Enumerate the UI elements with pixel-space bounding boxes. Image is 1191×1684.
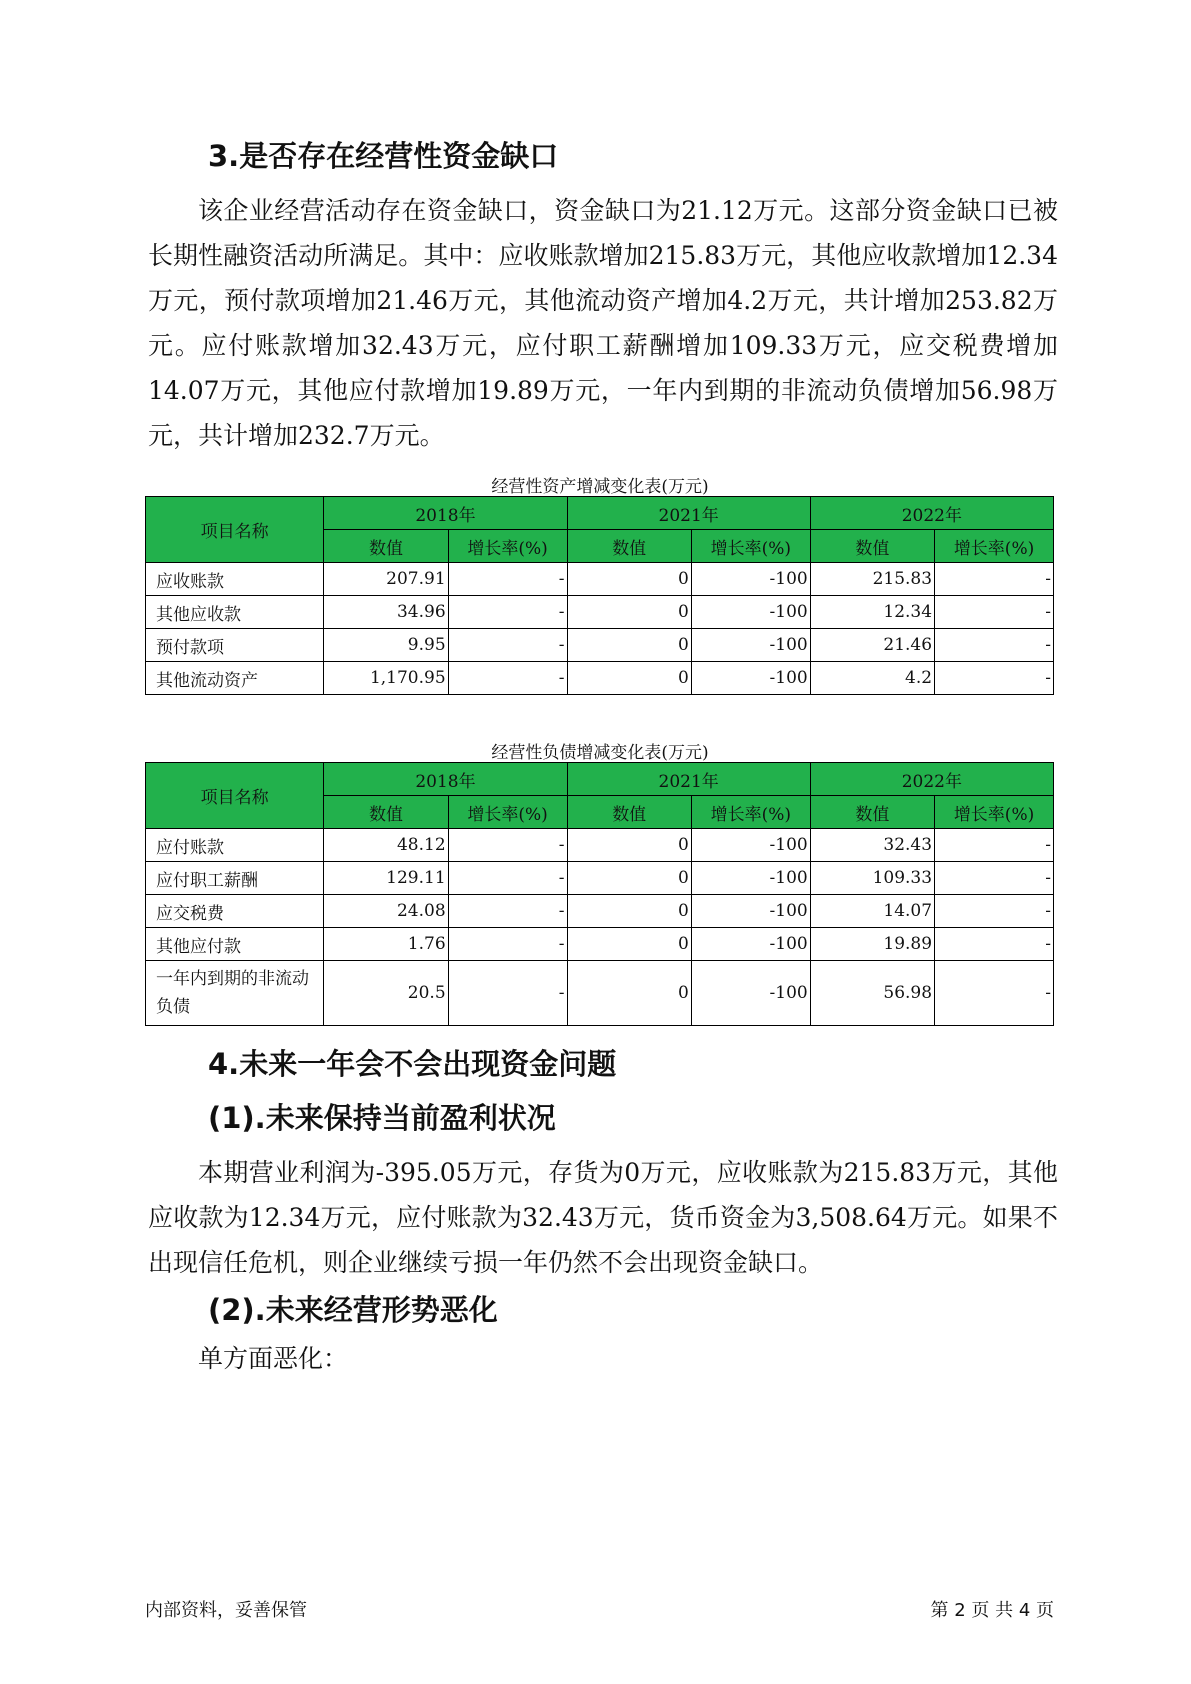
value-2022-cell: 12.34 (810, 596, 934, 629)
header-growth: 增长率(%) (935, 530, 1054, 563)
growth-2021-cell: -100 (691, 829, 810, 862)
value-2022-cell: 56.98 (810, 961, 934, 1026)
section-4-sub1-paragraph: 本期营业利润为-395.05万元，存货为0万元，应收账款为215.83万元，其他应收款为12.34万元，应付账款为32.43万元，货币资金为3,508.64万元。如果不出现信任危机，则企业继续亏损一年仍然不会出现资金缺口。 (148, 1158, 1058, 1277)
value-2021-cell: 0 (567, 895, 691, 928)
header-value: 数值 (810, 796, 934, 829)
growth-2022-cell: - (935, 563, 1054, 596)
header-year-2018: 2018年 (324, 497, 567, 530)
header-value: 数值 (324, 530, 448, 563)
growth-2022-cell: - (935, 895, 1054, 928)
growth-2021-cell: -100 (691, 629, 810, 662)
growth-2018-cell: - (448, 662, 567, 695)
value-2022-cell: 21.46 (810, 629, 934, 662)
row-name-cell: 应收账款 (146, 563, 324, 596)
growth-2018-cell: - (448, 563, 567, 596)
table-row (146, 961, 1054, 1026)
value-2018-cell: 20.5 (324, 961, 448, 1026)
growth-2018-cell: - (448, 596, 567, 629)
growth-2021-cell: -100 (691, 596, 810, 629)
section-4-sub1-heading: (1).未来保持当前盈利状况 (208, 1101, 556, 1135)
value-2021-cell: 0 (567, 928, 691, 961)
row-name-cell: 预付款项 (146, 629, 324, 662)
section-4-sub2-paragraph: 单方面恶化： (198, 1344, 349, 1373)
table-row (146, 928, 1054, 961)
section-4-sub2-heading: (2).未来经营形势恶化 (208, 1293, 498, 1327)
growth-2018-cell: - (448, 829, 567, 862)
section-3-paragraph: 该企业经营活动存在资金缺口，资金缺口为21.12万元。这部分资金缺口已被长期性融资活动所满足。其中：应收账款增加215.83万元，其他应收款增加12.34万元，预付款项增加21.46万元，其他流动资产增加4.2万元，共计增加253.82万元。应付账款增加32.43万元，应付职工薪酬增加109.33万元，应交税费增加14.07万元，其他应付款增加19.89万元，一年内到期的非流动负债增加56.98万元，共计增加232.7万元。 (148, 196, 1058, 450)
row-name-cell: 其他应付款 (146, 928, 324, 961)
value-2018-cell: 207.91 (324, 563, 448, 596)
growth-2022-cell: - (935, 829, 1054, 862)
section-3-heading: 3.是否存在经营性资金缺口 (208, 139, 559, 173)
header-value: 数值 (810, 530, 934, 563)
table-row (146, 596, 1054, 629)
growth-2018-cell: - (448, 862, 567, 895)
assets-table (145, 496, 1054, 695)
header-growth: 增长率(%) (935, 796, 1054, 829)
value-2018-cell: 1.76 (324, 928, 448, 961)
growth-2018-cell: - (448, 928, 567, 961)
row-name-cell: 应交税费 (146, 895, 324, 928)
section-4-heading: 4.未来一年会不会出现资金问题 (208, 1047, 617, 1081)
growth-2022-cell: - (935, 961, 1054, 1026)
growth-2022-cell: - (935, 862, 1054, 895)
value-2018-cell: 129.11 (324, 862, 448, 895)
value-2018-cell: 24.08 (324, 895, 448, 928)
value-2021-cell: 0 (567, 563, 691, 596)
header-growth: 增长率(%) (691, 530, 810, 563)
growth-2022-cell: - (935, 662, 1054, 695)
growth-2018-cell: - (448, 629, 567, 662)
footer-confidential-note: 内部资料，妥善保管 (145, 1600, 307, 1621)
header-value: 数值 (324, 796, 448, 829)
growth-2021-cell: -100 (691, 862, 810, 895)
table-row (146, 563, 1054, 596)
value-2022-cell: 14.07 (810, 895, 934, 928)
row-name-cell: 应付职工薪酬 (146, 862, 324, 895)
value-2022-cell: 109.33 (810, 862, 934, 895)
row-name-cell: 其他应收款 (146, 596, 324, 629)
header-year-2021: 2021年 (567, 763, 810, 796)
value-2021-cell: 0 (567, 629, 691, 662)
assets-table-caption: 经营性资产增减变化表(万元) (491, 477, 709, 497)
value-2018-cell: 1,170.95 (324, 662, 448, 695)
table-row (146, 829, 1054, 862)
header-item-name: 项目名称 (146, 763, 324, 829)
growth-2018-cell: - (448, 895, 567, 928)
growth-2022-cell: - (935, 928, 1054, 961)
growth-2018-cell: - (448, 961, 567, 1026)
table-row (146, 862, 1054, 895)
liabilities-table-caption: 经营性负债增减变化表(万元) (491, 743, 709, 763)
value-2022-cell: 4.2 (810, 662, 934, 695)
header-growth: 增长率(%) (448, 796, 567, 829)
growth-2021-cell: -100 (691, 961, 810, 1026)
row-name-cell: 应付账款 (146, 829, 324, 862)
table-row (146, 629, 1054, 662)
header-growth: 增长率(%) (448, 530, 567, 563)
header-year-2018: 2018年 (324, 763, 567, 796)
table-row (146, 662, 1054, 695)
value-2022-cell: 32.43 (810, 829, 934, 862)
growth-2021-cell: -100 (691, 563, 810, 596)
value-2021-cell: 0 (567, 829, 691, 862)
table-row (146, 895, 1054, 928)
growth-2022-cell: - (935, 629, 1054, 662)
value-2018-cell: 34.96 (324, 596, 448, 629)
value-2018-cell: 9.95 (324, 629, 448, 662)
header-year-2021: 2021年 (567, 497, 810, 530)
value-2022-cell: 19.89 (810, 928, 934, 961)
header-value: 数值 (567, 530, 691, 563)
liabilities-table (145, 762, 1054, 1026)
row-name-cell: 其他流动资产 (146, 662, 324, 695)
value-2022-cell: 215.83 (810, 563, 934, 596)
growth-2021-cell: -100 (691, 895, 810, 928)
value-2021-cell: 0 (567, 862, 691, 895)
growth-2022-cell: - (935, 596, 1054, 629)
header-value: 数值 (567, 796, 691, 829)
growth-2021-cell: -100 (691, 928, 810, 961)
footer-page-number: 第 2 页 共 4 页 (930, 1600, 1054, 1621)
row-name-cell: 一年内到期的非流动负债 (146, 961, 324, 1026)
header-growth: 增长率(%) (691, 796, 810, 829)
value-2021-cell: 0 (567, 961, 691, 1026)
value-2021-cell: 0 (567, 662, 691, 695)
growth-2021-cell: -100 (691, 662, 810, 695)
header-year-2022: 2022年 (810, 497, 1053, 530)
header-item-name: 项目名称 (146, 497, 324, 563)
value-2021-cell: 0 (567, 596, 691, 629)
header-year-2022: 2022年 (810, 763, 1053, 796)
value-2018-cell: 48.12 (324, 829, 448, 862)
